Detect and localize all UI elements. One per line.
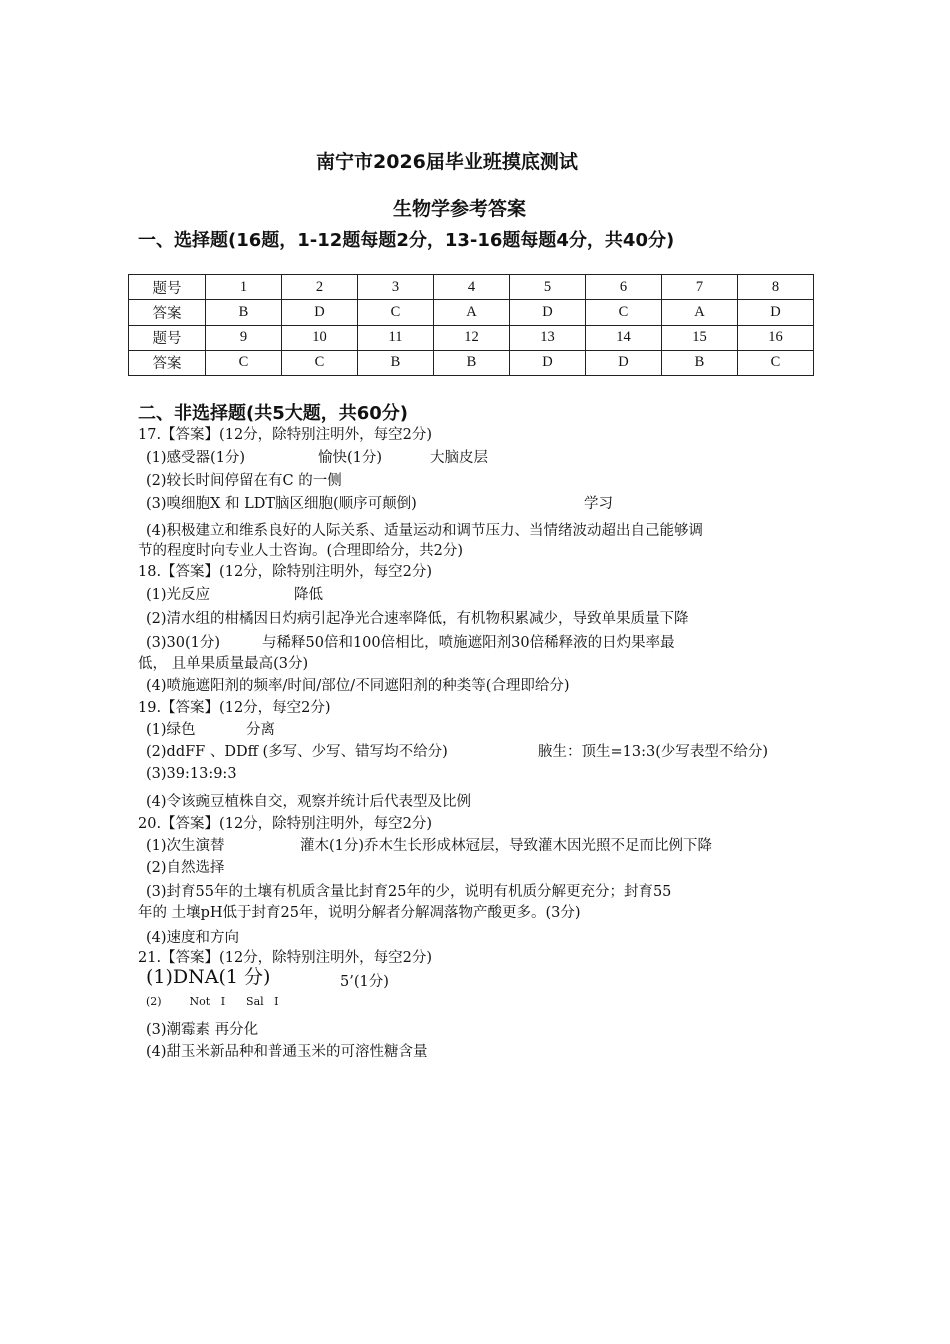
row-label: 题号	[129, 325, 206, 350]
q21-part1-a: (1)DNA(1 分)	[146, 966, 271, 988]
table-cell: D	[282, 300, 358, 325]
q18-part1-a: (1)光反应	[146, 587, 211, 603]
table-cell: B	[434, 350, 510, 375]
table-cell: A	[434, 300, 510, 325]
table-cell: 15	[662, 325, 738, 350]
q17-part2: (2)较长时间停留在有C 的一侧	[146, 473, 342, 489]
table-cell: 7	[662, 275, 738, 300]
table-cell: C	[738, 350, 814, 375]
q18-part3-b: 与稀释50倍和100倍相比，喷施遮阳剂30倍稀释液的日灼果率最	[262, 635, 675, 651]
q18-part3-c: 低， 且单果质量最高(3分)	[138, 656, 309, 672]
q17-part3-b: 学习	[584, 496, 613, 512]
q21-part1-b: 5’(1分)	[340, 974, 389, 990]
q17-part1-a: (1)感受器(1分)	[146, 450, 246, 466]
table-cell: D	[586, 350, 662, 375]
table-cell: 4	[434, 275, 510, 300]
q19-part2-b: 腋生：顶生=13:3(少写表型不给分)	[538, 744, 769, 760]
table-cell: D	[510, 350, 586, 375]
q21-part4: (4)甜玉米新品种和普通玉米的可溶性糖含量	[146, 1044, 428, 1060]
table-cell: 1	[206, 275, 282, 300]
q20-part1-b: 灌木(1分)乔木生长形成林冠层，导致灌木因光照不足而比例下降	[300, 838, 713, 854]
row-label: 答案	[129, 350, 206, 375]
q20-part2: (2)自然选择	[146, 860, 225, 876]
page-title: 南宁市2026届毕业班摸底测试	[316, 151, 578, 173]
q17-part1-b: 愉快(1分)	[318, 450, 383, 466]
q17-part4-b: 节的程度时向专业人士咨询。(合理即给分，共2分)	[138, 543, 464, 559]
table-cell: 12	[434, 325, 510, 350]
table-cell: B	[206, 300, 282, 325]
q21-part2: (2) Not I Sal I	[146, 995, 279, 1008]
table-cell: 11	[358, 325, 434, 350]
table-cell: C	[206, 350, 282, 375]
table-cell: 9	[206, 325, 282, 350]
row-label: 题号	[129, 275, 206, 300]
table-cell: A	[662, 300, 738, 325]
table-cell: 5	[510, 275, 586, 300]
table-cell: C	[358, 300, 434, 325]
table-row	[129, 275, 814, 300]
q21-heading: 21.【答案】(12分，除特别注明外，每空2分)	[138, 950, 433, 966]
q18-part1-b: 降低	[294, 587, 323, 603]
q19-part3: (3)39:13:9:3	[146, 766, 237, 782]
q20-part4: (4)速度和方向	[146, 930, 240, 946]
q19-part1-b: 分离	[246, 722, 275, 738]
q17-part1-c: 大脑皮层	[430, 450, 488, 466]
q18-heading: 18.【答案】(12分，除特别注明外，每空2分)	[138, 564, 433, 580]
q19-heading: 19.【答案】(12分，每空2分)	[138, 700, 331, 716]
q20-part3-b: 年的 土壤pH低于封育25年，说明分解者分解凋落物产酸更多。(3分)	[138, 905, 581, 921]
q18-part4: (4)喷施遮阳剂的频率/时间/部位/不同遮阳剂的种类等(合理即给分)	[146, 678, 570, 694]
q19-part2-a: (2)ddFF 、DDff (多写、少写、错写均不给分)	[146, 744, 448, 760]
section-2-title: 二、非选择题(共5大题，共60分)	[138, 403, 409, 424]
table-cell: 14	[586, 325, 662, 350]
q17-heading: 17.【答案】(12分，除特别注明外，每空2分)	[138, 427, 433, 443]
table-cell: D	[510, 300, 586, 325]
page-subtitle: 生物学参考答案	[393, 198, 527, 220]
table-cell: C	[282, 350, 358, 375]
q17-part3-a: (3)嗅细胞X 和 LDT脑区细胞(顺序可颠倒)	[146, 496, 417, 512]
table-cell: D	[738, 300, 814, 325]
table-cell: 13	[510, 325, 586, 350]
q18-part3-a: (3)30(1分)	[146, 635, 221, 651]
table-cell: 3	[358, 275, 434, 300]
row-label: 答案	[129, 300, 206, 325]
q20-part1-a: (1)次生演替	[146, 838, 225, 854]
table-cell: 6	[586, 275, 662, 300]
table-cell: 8	[738, 275, 814, 300]
q20-heading: 20.【答案】(12分，除特别注明外，每空2分)	[138, 816, 433, 832]
q17-part4-a: (4)积极建立和维系良好的人际关系、适量运动和调节压力、当情绪波动超出自己能够调	[146, 523, 704, 539]
q18-part2: (2)清水组的柑橘因日灼病引起净光合速率降低，有机物积累减少，导致单果质量下降	[146, 611, 689, 627]
q19-part4: (4)令该豌豆植株自交，观察并统计后代表型及比例	[146, 794, 472, 810]
q19-part1-a: (1)绿色	[146, 722, 196, 738]
table-row	[129, 300, 814, 325]
section-1-title: 一、选择题(16题，1-12题每题2分，13-16题每题4分，共40分)	[138, 230, 675, 251]
answer-table	[128, 274, 814, 376]
table-cell: B	[662, 350, 738, 375]
q21-part3: (3)潮霉素 再分化	[146, 1022, 259, 1038]
table-cell: 10	[282, 325, 358, 350]
table-cell: 2	[282, 275, 358, 300]
table-row	[129, 350, 814, 375]
table-cell: C	[586, 300, 662, 325]
q20-part3-a: (3)封育55年的土壤有机质含量比封育25年的少，说明有机质分解更充分；封育55	[146, 884, 672, 900]
table-row	[129, 325, 814, 350]
table-cell: B	[358, 350, 434, 375]
table-cell: 16	[738, 325, 814, 350]
